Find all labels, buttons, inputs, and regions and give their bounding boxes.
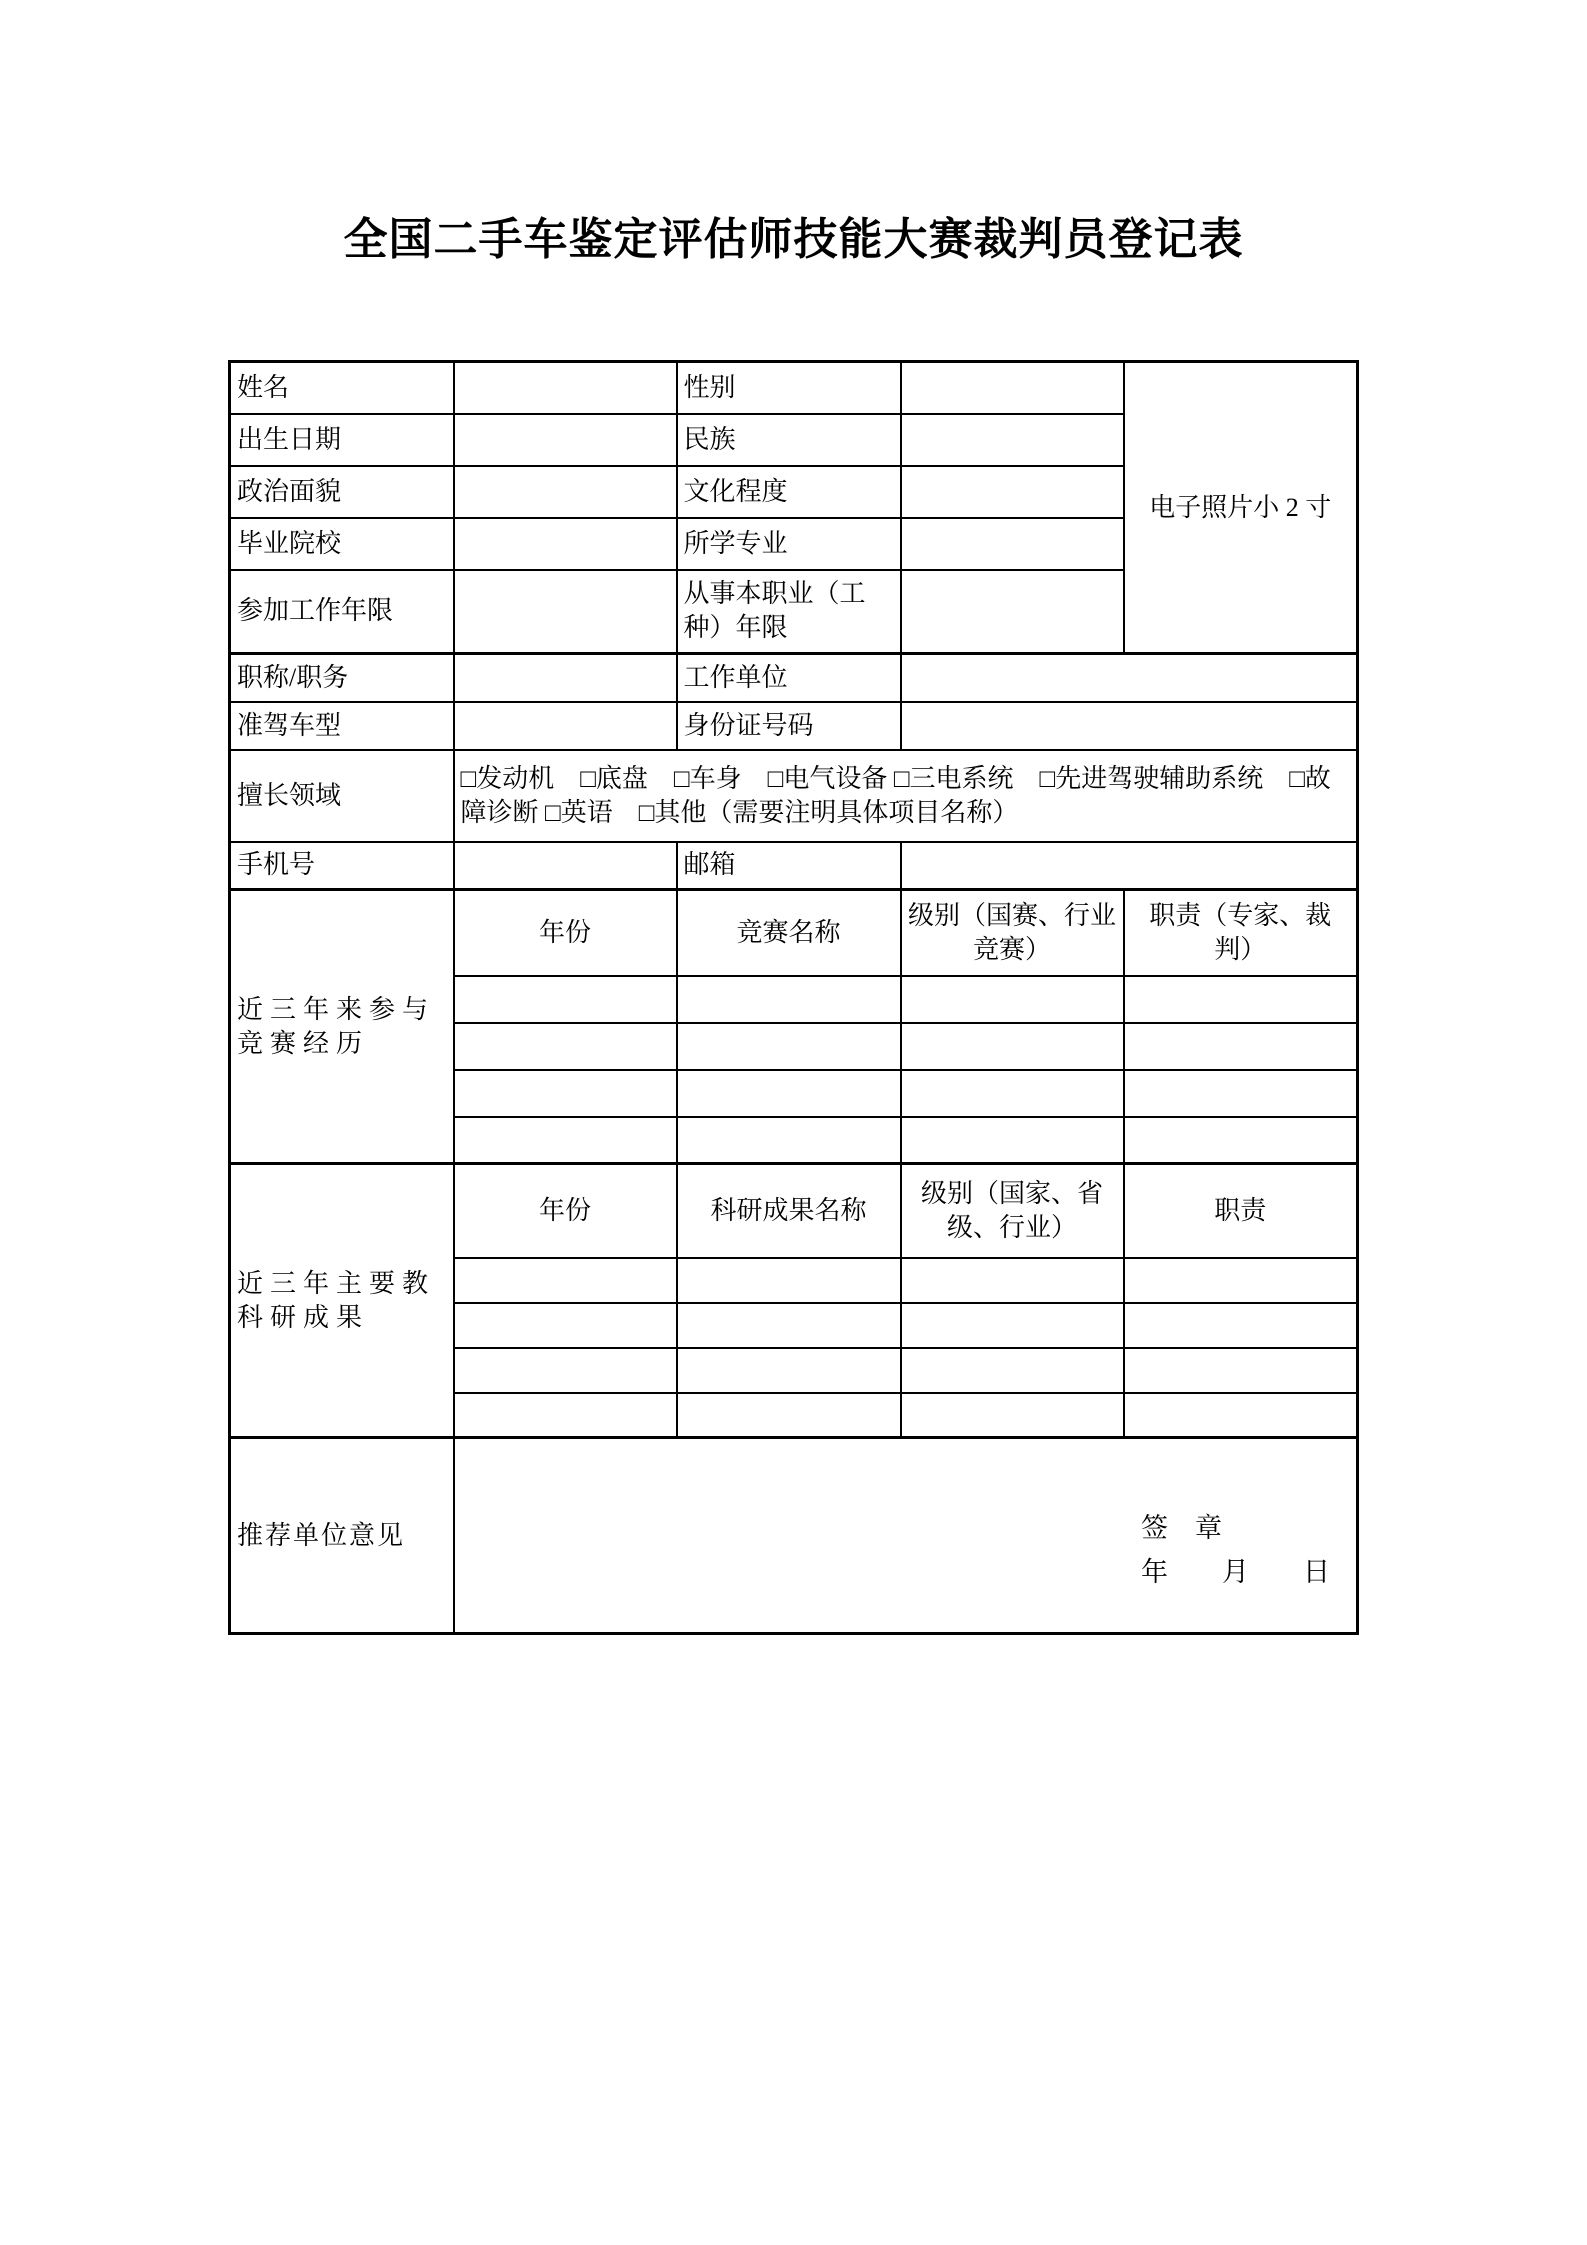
photo-cell: 电子照片小 2 寸 bbox=[1124, 362, 1358, 654]
research-year-cell bbox=[454, 1303, 677, 1348]
competition-level-cell bbox=[901, 1023, 1124, 1070]
competition-col-name: 竞赛名称 bbox=[677, 890, 901, 976]
competition-level-cell bbox=[901, 976, 1124, 1023]
competition-col-year: 年份 bbox=[454, 890, 677, 976]
gender-value-cell bbox=[901, 362, 1124, 414]
research-role-cell bbox=[1124, 1303, 1358, 1348]
competition-role-cell bbox=[1124, 1070, 1358, 1117]
title-value-cell bbox=[454, 654, 677, 702]
license-label: 准驾车型 bbox=[230, 702, 454, 750]
research-year-cell bbox=[454, 1258, 677, 1303]
competition-level-cell bbox=[901, 1070, 1124, 1117]
research-name-cell bbox=[677, 1393, 901, 1438]
research-year-cell bbox=[454, 1393, 677, 1438]
competition-year-cell bbox=[454, 1023, 677, 1070]
occupation-years-label: 从事本职业（工种）年限 bbox=[677, 570, 901, 654]
school-label: 毕业院校 bbox=[230, 518, 454, 570]
competition-section-label: 近三年来参与竞赛经历 bbox=[230, 890, 454, 1164]
competition-role-cell bbox=[1124, 1023, 1358, 1070]
competition-name-cell bbox=[677, 1070, 901, 1117]
research-col-name: 科研成果名称 bbox=[677, 1164, 901, 1258]
research-role-cell bbox=[1124, 1393, 1358, 1438]
research-level-cell bbox=[901, 1258, 1124, 1303]
date-label: 年 月 日 bbox=[1141, 1557, 1330, 1587]
research-col-year: 年份 bbox=[454, 1164, 677, 1258]
research-level-cell bbox=[901, 1393, 1124, 1438]
competition-role-cell bbox=[1124, 976, 1358, 1023]
research-section-label: 近三年主要教科研成果 bbox=[230, 1164, 454, 1438]
name-label: 姓名 bbox=[230, 362, 454, 414]
birth-value-cell bbox=[454, 414, 677, 466]
competition-year-cell bbox=[454, 1070, 677, 1117]
phone-value-cell bbox=[454, 842, 677, 890]
expertise-options: □发动机 □底盘 □车身 □电气设备 □三电系统 □先进驾驶辅助系统 □故障诊断 □英语 □其他（需要注明具体项目名称） bbox=[454, 750, 1358, 842]
ethnicity-value-cell bbox=[901, 414, 1124, 466]
competition-level-cell bbox=[901, 1117, 1124, 1164]
competition-name-cell bbox=[677, 1117, 901, 1164]
competition-name-cell bbox=[677, 976, 901, 1023]
page-title: 全国二手车鉴定评估师技能大赛裁判员登记表 bbox=[343, 215, 1244, 264]
research-role-cell bbox=[1124, 1258, 1358, 1303]
id-number-value-cell bbox=[901, 702, 1358, 750]
research-name-cell bbox=[677, 1348, 901, 1393]
school-value-cell bbox=[454, 518, 677, 570]
expertise-label: 擅长领域 bbox=[230, 750, 454, 842]
title-label: 职称/职务 bbox=[230, 654, 454, 702]
gender-label: 性别 bbox=[677, 362, 901, 414]
work-years-label: 参加工作年限 bbox=[230, 570, 454, 654]
registration-table bbox=[228, 360, 1359, 1635]
political-label: 政治面貌 bbox=[230, 466, 454, 518]
employer-value-cell bbox=[901, 654, 1358, 702]
birth-label: 出生日期 bbox=[230, 414, 454, 466]
education-value-cell bbox=[901, 466, 1124, 518]
competition-col-level: 级别（国赛、行业竞赛） bbox=[901, 890, 1124, 976]
research-name-cell bbox=[677, 1258, 901, 1303]
political-value-cell bbox=[454, 466, 677, 518]
competition-year-cell bbox=[454, 976, 677, 1023]
email-value-cell bbox=[901, 842, 1358, 890]
name-value-cell bbox=[454, 362, 677, 414]
research-col-role: 职责 bbox=[1124, 1164, 1358, 1258]
major-value-cell bbox=[901, 518, 1124, 570]
occupation-years-value-cell bbox=[901, 570, 1124, 654]
research-level-cell bbox=[901, 1303, 1124, 1348]
research-year-cell bbox=[454, 1348, 677, 1393]
recommendation-body-cell bbox=[454, 1438, 1358, 1634]
email-label: 邮箱 bbox=[677, 842, 901, 890]
research-col-level: 级别（国家、省级、行业） bbox=[901, 1164, 1124, 1258]
research-name-cell bbox=[677, 1303, 901, 1348]
id-number-label: 身份证号码 bbox=[677, 702, 901, 750]
seal-date-block bbox=[1141, 1506, 1330, 1594]
research-role-cell bbox=[1124, 1348, 1358, 1393]
license-value-cell bbox=[454, 702, 677, 750]
recommendation-label: 推荐单位意见 bbox=[230, 1438, 454, 1634]
education-label: 文化程度 bbox=[677, 466, 901, 518]
ethnicity-label: 民族 bbox=[677, 414, 901, 466]
phone-label: 手机号 bbox=[230, 842, 454, 890]
major-label: 所学专业 bbox=[677, 518, 901, 570]
competition-name-cell bbox=[677, 1023, 901, 1070]
research-level-cell bbox=[901, 1348, 1124, 1393]
competition-role-cell bbox=[1124, 1117, 1358, 1164]
competition-col-role: 职责（专家、裁判） bbox=[1124, 890, 1358, 976]
work-years-value-cell bbox=[454, 570, 677, 654]
seal-label: 签 章 bbox=[1141, 1513, 1222, 1543]
competition-year-cell bbox=[454, 1117, 677, 1164]
employer-label: 工作单位 bbox=[677, 654, 901, 702]
